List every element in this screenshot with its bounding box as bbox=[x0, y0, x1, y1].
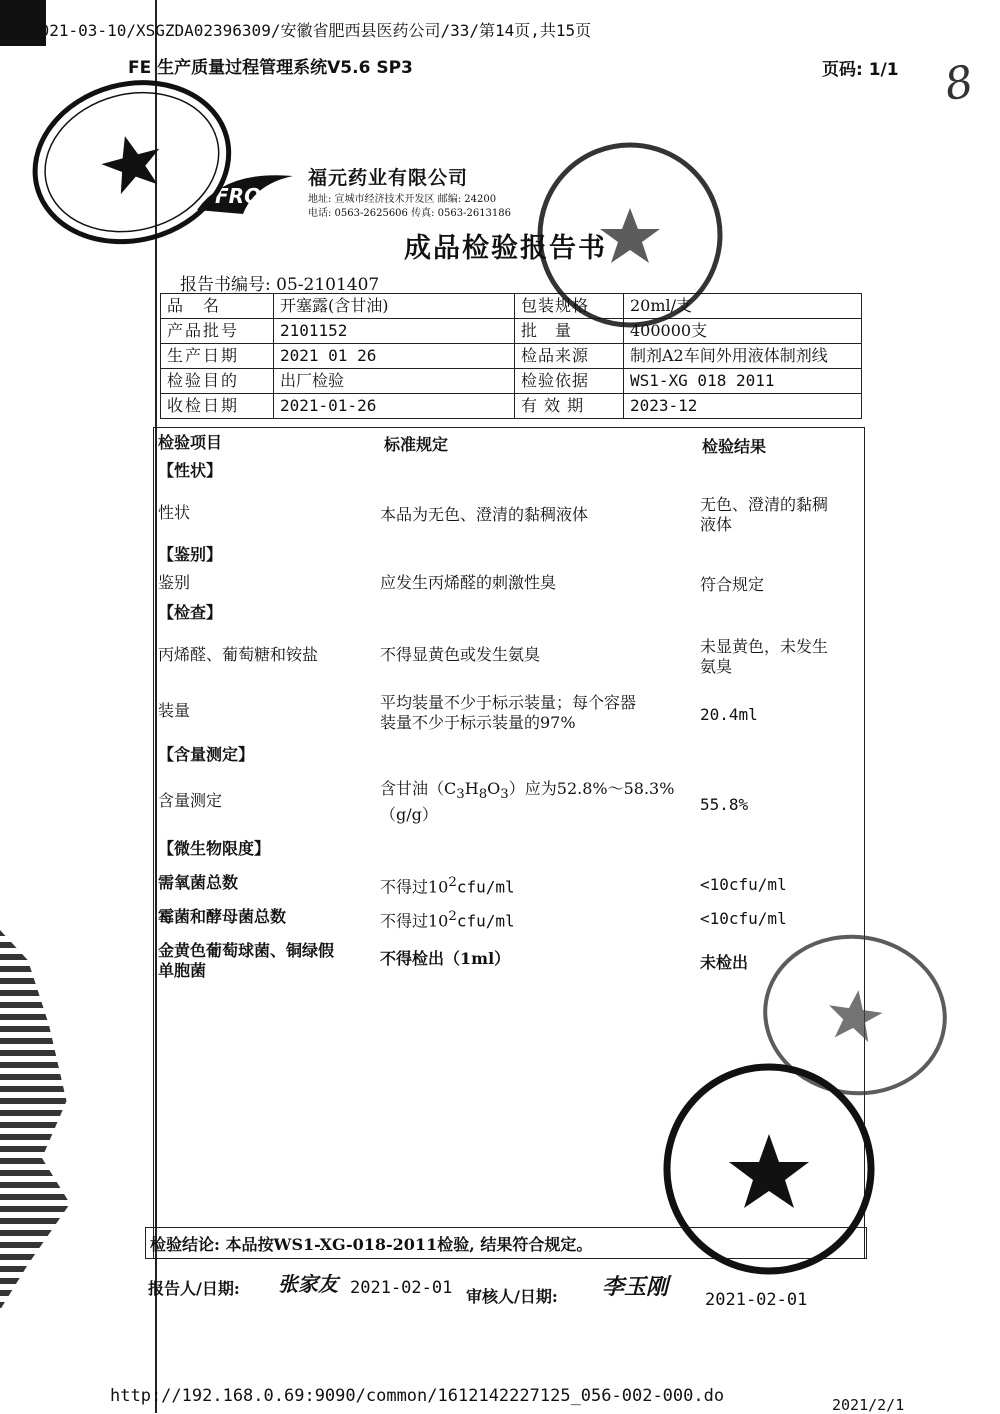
formula-part: O bbox=[487, 779, 501, 798]
batch-no-label: 产品批号 bbox=[161, 319, 274, 344]
receive-date-value: 2021-01-26 bbox=[274, 394, 515, 419]
standard-text bbox=[380, 872, 515, 898]
formula-sub: 3 bbox=[500, 787, 509, 803]
sample-source-label: 检品来源 bbox=[515, 344, 624, 369]
reporter-label: 报告人/日期: bbox=[148, 1279, 240, 1298]
stamp-pharmacy-top-left bbox=[12, 56, 253, 268]
package-spec-value: 20ml/支 bbox=[624, 294, 862, 319]
table-row bbox=[161, 369, 862, 394]
item-name: 需氧菌总数 bbox=[158, 873, 239, 892]
quantity-value: 400000支 bbox=[624, 319, 862, 344]
formula-part: 含甘油（C bbox=[380, 779, 457, 798]
expiry-value: 2023-12 bbox=[624, 394, 862, 419]
section-identification: 【鉴别】 bbox=[158, 545, 223, 564]
result-text: <10cfu/ml bbox=[700, 909, 787, 928]
standard-part: 不得过10 bbox=[380, 911, 449, 931]
handwritten-page-mark: 8 bbox=[940, 55, 978, 112]
purpose-label: 检验目的 bbox=[161, 369, 274, 394]
stamp-company-top-right bbox=[535, 140, 725, 330]
section-assay: 【含量测定】 bbox=[158, 745, 255, 764]
section-properties: 【性状】 bbox=[158, 461, 223, 480]
standard-text-2: 装量不少于标示装量的97% bbox=[380, 713, 576, 732]
col-header-standard: 标准规定 bbox=[384, 435, 449, 454]
stamp-quality-bottom-right bbox=[662, 1062, 877, 1277]
batch-no-value: 2101152 bbox=[274, 319, 515, 344]
standard-text: 平均装量不少于标示装量；每个容器 bbox=[380, 693, 637, 712]
item-name: 装量 bbox=[158, 701, 191, 720]
col-header-item: 检验项目 bbox=[158, 433, 223, 452]
standard-part: 不得过10 bbox=[380, 877, 449, 897]
result-text: 未显黄色，未发生 bbox=[700, 637, 829, 656]
expiry-label: 有 效 期 bbox=[515, 394, 624, 419]
reviewer-label: 审核人/日期: bbox=[466, 1287, 558, 1306]
standard-text-2: （g/g） bbox=[380, 805, 438, 824]
report-title: 成品检验报告书 bbox=[404, 233, 607, 264]
reporter-date: 2021-02-01 bbox=[350, 1278, 453, 1298]
standard-text: 应发生丙烯醛的刺激性臭 bbox=[380, 573, 557, 592]
standard-sup: 2 bbox=[448, 875, 457, 890]
standard-text: 不得显黄色或发生氨臭 bbox=[380, 645, 541, 664]
result-text: 符合规定 bbox=[700, 575, 765, 594]
standard-text: 本品为无色、澄清的黏稠液体 bbox=[380, 505, 589, 524]
item-name: 含量测定 bbox=[158, 791, 223, 810]
footer-date: 2021/2/1 bbox=[832, 1396, 905, 1414]
standard-part: cfu/ml bbox=[456, 877, 515, 897]
item-name: 鉴别 bbox=[158, 573, 191, 592]
formula-part: ）应为52.8%～58.3% bbox=[508, 779, 675, 798]
product-info-table bbox=[160, 293, 862, 419]
reviewer-date: 2021-02-01 bbox=[705, 1290, 808, 1310]
standard-part: cfu/ml bbox=[456, 911, 515, 931]
result-text: 55.8% bbox=[700, 795, 749, 814]
report-number: 报告书编号: 05-2101407 bbox=[180, 275, 380, 295]
section-inspection: 【检查】 bbox=[158, 603, 223, 622]
reporter-signature: 张家友 bbox=[278, 1272, 338, 1296]
formula-sub: 3 bbox=[456, 787, 465, 803]
item-name: 霉菌和酵母菌总数 bbox=[158, 907, 287, 926]
result-text: 20.4ml bbox=[700, 705, 758, 724]
company-name: 福元药业有限公司 bbox=[308, 167, 469, 189]
item-name: 金黄色葡萄球菌、铜绿假 bbox=[158, 941, 335, 960]
basis-value: WS1-XG 018 2011 bbox=[624, 369, 862, 394]
standard-text: 不得检出（1ml） bbox=[380, 949, 511, 968]
formula-sub: 8 bbox=[478, 787, 488, 803]
scan-smear bbox=[0, 930, 70, 1310]
company-address: 地址: 宣城市经济技术开发区 邮编: 24200 bbox=[308, 194, 497, 205]
item-name-2: 单胞菌 bbox=[158, 961, 207, 980]
sample-source-value: 制剂A2车间外用液体制剂线 bbox=[624, 344, 862, 369]
table-row bbox=[161, 394, 862, 419]
col-header-result: 检验结果 bbox=[702, 437, 767, 456]
receive-date-label: 收检日期 bbox=[161, 394, 274, 419]
reviewer-signature: 李玉刚 bbox=[602, 1274, 669, 1300]
standard-text bbox=[380, 778, 674, 806]
fax-header-line: 2021-03-10/XSGZDA02396309/安徽省肥西县医药公司/33/第14页,共15页 bbox=[30, 21, 592, 40]
basis-label: 检验依据 bbox=[515, 369, 624, 394]
section-microbial: 【微生物限度】 bbox=[158, 839, 271, 858]
quantity-label: 批 量 bbox=[515, 319, 624, 344]
formula-part: H bbox=[464, 779, 479, 798]
table-row bbox=[161, 294, 862, 319]
result-text-2: 氨臭 bbox=[700, 657, 733, 676]
company-phone: 电话: 0563-2625606 传真: 0563-2613186 bbox=[308, 208, 512, 219]
footer-url: http://192.168.0.69:9090/common/1612142227125_056-002-000.do bbox=[110, 1386, 725, 1406]
result-text-2: 液体 bbox=[700, 515, 733, 534]
standard-text bbox=[380, 906, 515, 932]
item-name: 丙烯醛、葡萄糖和铵盐 bbox=[158, 645, 319, 664]
page-number: 页码: 1/1 bbox=[822, 60, 899, 80]
purpose-value: 出厂检验 bbox=[274, 369, 515, 394]
package-spec-label: 包装规格 bbox=[515, 294, 624, 319]
table-row bbox=[161, 319, 862, 344]
product-name-value: 开塞露(含甘油) bbox=[274, 294, 515, 319]
result-text: 未检出 bbox=[700, 953, 749, 972]
conclusion-text: 检验结论: 本品按WS1-XG-018-2011检验, 结果符合规定。 bbox=[150, 1235, 593, 1254]
logo-text: FRONT bbox=[215, 184, 292, 208]
production-date-value: 2021 01 26 bbox=[274, 344, 515, 369]
result-text: <10cfu/ml bbox=[700, 875, 787, 894]
item-name: 性状 bbox=[158, 503, 191, 522]
production-date-label: 生产日期 bbox=[161, 344, 274, 369]
table-row bbox=[161, 344, 862, 369]
product-name-label: 品 名 bbox=[161, 294, 274, 319]
system-name: FE 生产质量过程管理系统V5.6 SP3 bbox=[128, 58, 413, 78]
result-text: 无色、澄清的黏稠 bbox=[700, 495, 829, 514]
standard-sup: 2 bbox=[448, 909, 457, 924]
